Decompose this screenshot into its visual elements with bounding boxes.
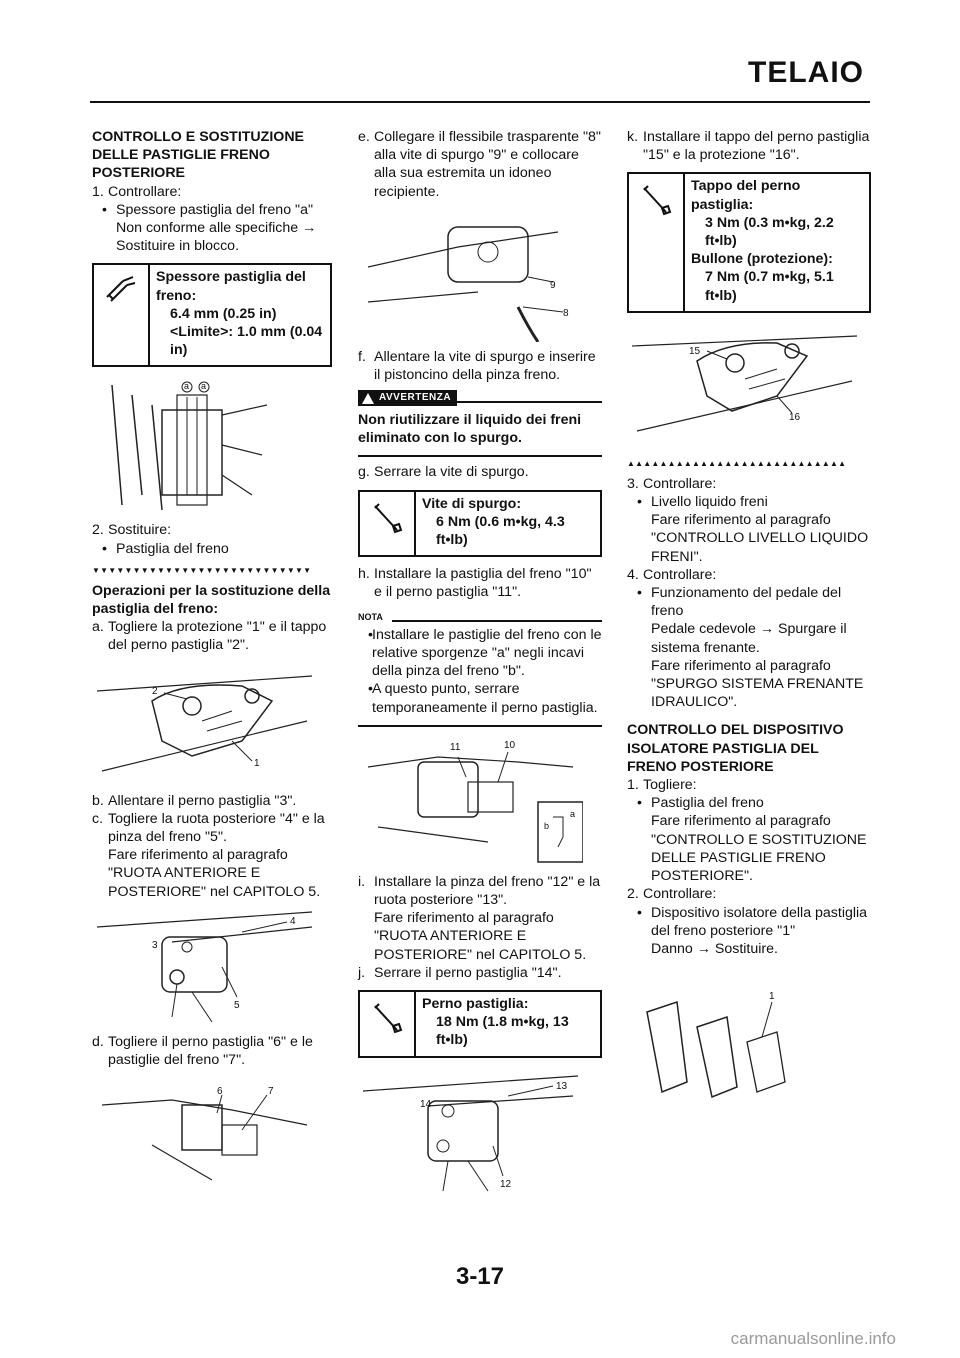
step-3: 3. Controllare: bbox=[627, 475, 717, 492]
step-2: 2. Sostituire: bbox=[92, 522, 172, 539]
step-k: k. Installare il tappo del perno pastiglia "15" e la protezione "16". bbox=[627, 129, 870, 164]
bullet-pad-thickness: • Spessore pastiglia del freno "a" bbox=[92, 201, 332, 219]
figure-label: a bbox=[570, 808, 576, 819]
spec-box-bleed-screw bbox=[358, 490, 602, 558]
figure-guard-removal bbox=[92, 661, 332, 786]
page-title: TELAIO bbox=[748, 56, 864, 89]
figure-label: 2 bbox=[152, 685, 158, 697]
figure-pad-thickness bbox=[92, 375, 332, 515]
step-d: d. Togliere il perno pastiglia "6" e le pastiglie del freno "7". bbox=[92, 1033, 313, 1069]
spec-box-pad-thickness bbox=[92, 263, 332, 367]
spec-limit: <Limite>: 1.0 mm (0.04 in) bbox=[170, 324, 323, 359]
warning-triangle-icon bbox=[362, 393, 374, 404]
figure-pad-install bbox=[358, 737, 602, 867]
bullet-cont: Sostituire in blocco. bbox=[116, 238, 240, 255]
warning-tag: AVVERTENZA bbox=[358, 390, 457, 406]
watermark: carmanualsonline.info bbox=[730, 1329, 896, 1348]
spec-box-cap-and-guard bbox=[627, 172, 871, 312]
section-heading: CONTROLLO DEL DISPOSITIVO ISOLATORE PASTIGLIA DEL FRENO POSTERIORE bbox=[627, 722, 844, 775]
figure-caliper-removal bbox=[92, 907, 332, 1027]
figure-label: 12 bbox=[500, 1178, 512, 1190]
figure-label: a bbox=[201, 381, 207, 392]
figure-caliper-install bbox=[358, 1066, 602, 1196]
figure-label: 7 bbox=[268, 1086, 274, 1098]
figure-label: 6 bbox=[217, 1086, 223, 1098]
figure-insulator bbox=[627, 972, 871, 1102]
step-b: b. Allentare il perno pastiglia "3". bbox=[92, 792, 297, 809]
step-e: e. Collegare il flessibile trasparente "8" alla vite di spurgo "9" e collocare alla sua estremita un idoneo recipiente. bbox=[358, 129, 601, 200]
figure-label: 15 bbox=[689, 345, 701, 357]
spec-value: 7 Nm (0.7 m•kg, 5.1 ft•lb) bbox=[705, 269, 834, 304]
figure-label: 10 bbox=[504, 739, 516, 751]
figure-label: 14 bbox=[420, 1098, 432, 1110]
note-tag: NOTA bbox=[358, 611, 383, 622]
column-2 bbox=[358, 128, 602, 1202]
caliper-gauge-icon bbox=[94, 265, 150, 365]
procedure-heading: Operazioni per la sostituzione della pastiglia del freno: bbox=[92, 582, 331, 618]
bullet-cont: Pedale cedevole → Spurgare il sistema frenante. bbox=[651, 621, 847, 656]
torque-wrench-icon bbox=[360, 992, 416, 1056]
procedure-start-marker: ▼▼▼▼▼▼▼▼▼▼▼▼▼▼▼▼▼▼▼▼▼▼▼▼▼▼▼ bbox=[92, 565, 312, 575]
figure-label: 8 bbox=[563, 307, 569, 319]
procedure-end-marker: ▲▲▲▲▲▲▲▲▲▲▲▲▲▲▲▲▲▲▲▲▲▲▲▲▲▲▲ bbox=[627, 458, 847, 468]
note-bullet: • Installare le pastiglie del freno con le relative sporgenze "a" negli incavi della pinza del freno "b". bbox=[358, 626, 602, 681]
figure-label: 4 bbox=[290, 915, 296, 927]
bullet-cont: Danno → Sostituire. bbox=[651, 940, 778, 957]
page-number: 3-17 bbox=[455, 1263, 505, 1290]
figure-bleed-hose bbox=[358, 207, 602, 342]
figure-label: 9 bbox=[550, 279, 556, 291]
bullet-pedal: • Funzionamento del pedale del freno bbox=[627, 584, 871, 620]
step-j: j. Serrare il perno pastiglia "14". bbox=[358, 964, 562, 981]
column-1 bbox=[92, 128, 332, 1191]
spec-label: Spessore pastiglia del freno: bbox=[156, 269, 306, 304]
torque-wrench-icon bbox=[629, 174, 685, 310]
spec-value: 6 Nm (0.6 m•kg, 4.3 ft•lb) bbox=[436, 513, 565, 548]
figure-pin-removal bbox=[92, 1075, 332, 1185]
figure-label: 13 bbox=[556, 1080, 568, 1092]
torque-wrench-icon bbox=[360, 492, 416, 556]
header-rule bbox=[90, 101, 870, 103]
step-i-ref: Fare riferimento al paragrafo "RUOTA ANTERIORE E POSTERIORE" nel CAPITOLO 5. bbox=[374, 910, 587, 963]
figure-label: 1 bbox=[254, 757, 260, 769]
figure-label: a bbox=[184, 381, 190, 392]
warning-text: Non riutilizzare il liquido dei freni eliminato con lo spurgo. bbox=[358, 403, 602, 457]
bullet-cont: Fare riferimento al paragrafo "CONTROLLO LIVELLO LIQUIDO FRENI". bbox=[651, 512, 869, 565]
spec-box-pad-pin bbox=[358, 990, 602, 1058]
figure-guard-install bbox=[627, 321, 871, 451]
column-3 bbox=[627, 128, 871, 1108]
step-i: i. Installare la pinza del freno "12" e la ruota posteriore "13". bbox=[358, 873, 601, 908]
bullet-insulator: • Dispositivo isolatore della pastiglia del freno posteriore "1" bbox=[627, 904, 871, 940]
spec-value: 18 Nm (1.8 m•kg, 13 ft•lb) bbox=[436, 1014, 569, 1049]
step-c-ref: Fare riferimento al paragrafo "RUOTA ANTERIORE E POSTERIORE" nel CAPITOLO 5. bbox=[108, 847, 321, 900]
figure-label: 11 bbox=[450, 741, 461, 753]
spec-label: Perno pastiglia: bbox=[422, 995, 529, 1012]
step-g: g. Serrare la vite di spurgo. bbox=[358, 464, 529, 481]
figure-label: b bbox=[544, 820, 550, 831]
step-4: 4. Controllare: bbox=[627, 566, 717, 583]
figure-label: 3 bbox=[152, 939, 158, 951]
figure-label: 16 bbox=[789, 411, 801, 423]
bullet-fluid-level: • Livello liquido freni bbox=[627, 493, 871, 511]
bullet-pad: • Pastiglia del freno bbox=[627, 794, 871, 812]
bullet-cont: Fare riferimento al paragrafo "SPURGO SISTEMA FRENANTE IDRAULICO". bbox=[651, 657, 864, 711]
spec-label: Tappo del perno pastiglia: bbox=[691, 178, 801, 213]
figure-label: 5 bbox=[234, 999, 240, 1011]
step-2: 2. Controllare: bbox=[627, 886, 717, 903]
bullet-cont: Non conforme alle specifiche → bbox=[116, 220, 317, 237]
section-heading: CONTROLLO E SOSTITUZIONE DELLE PASTIGLIE FRENO POSTERIORE bbox=[92, 129, 305, 182]
note-bullet: • A questo punto, serrare temporaneamente il perno pastiglia. bbox=[358, 680, 602, 716]
bullet-cont: Fare riferimento al paragrafo "CONTROLLO E SOSTITUZIONE DELLE PASTIGLIE FRENO POSTERIORE". bbox=[651, 813, 867, 885]
spec-label: Bullone (protezione): bbox=[691, 251, 833, 268]
step-1: 1. Togliere: bbox=[627, 777, 697, 794]
spec-label: Vite di spurgo: bbox=[422, 495, 522, 512]
bullet-pad: • Pastiglia del freno bbox=[92, 540, 332, 558]
step-1: 1. Controllare: bbox=[92, 183, 182, 200]
note-box bbox=[358, 608, 602, 727]
step-h: h. Installare la pastiglia del freno "10" e il perno pastiglia "11". bbox=[358, 566, 592, 601]
figure-label: 1 bbox=[769, 991, 775, 1003]
step-a: a. Togliere la protezione "1" e il tappo del perno pastiglia "2". bbox=[92, 619, 327, 654]
step-f: f. Allentare la vite di spurgo e inserire il pistoncino della pinza freno. bbox=[358, 348, 596, 384]
spec-value: 3 Nm (0.3 m•kg, 2.2 ft•lb) bbox=[705, 214, 834, 250]
warning-box bbox=[358, 390, 602, 457]
spec-value: 6.4 mm (0.25 in) bbox=[170, 305, 277, 322]
step-c: c. Togliere la ruota posteriore "4" e la pinza del freno "5". bbox=[92, 810, 325, 846]
